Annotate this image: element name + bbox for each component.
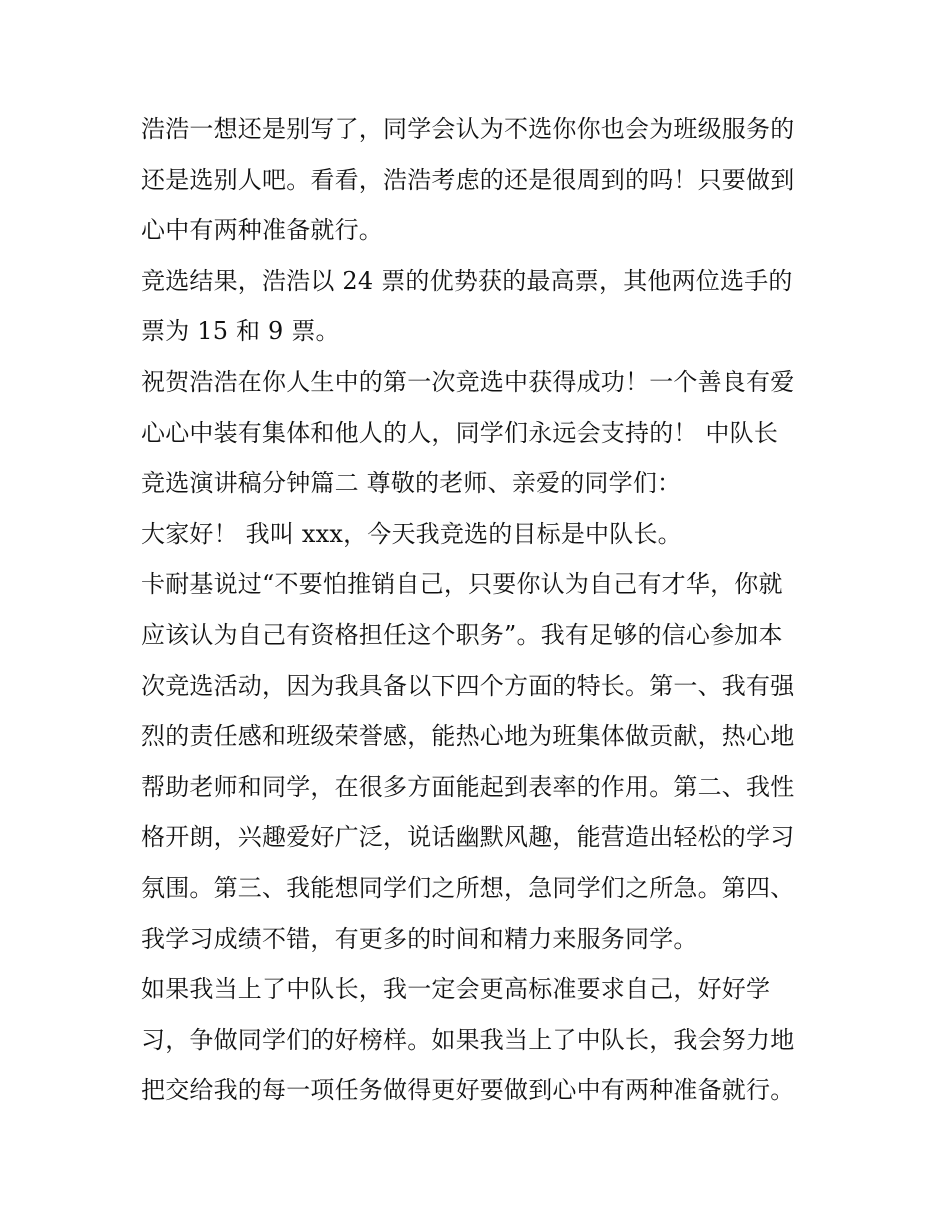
- text-line: 习，争做同学们的好榜样。如果我当上了中队长，我会努力地: [141, 1025, 795, 1054]
- text-line: 应该认为自己有资格担任这个职务”。我有足够的信心参加本: [141, 620, 783, 649]
- text-line: 卡耐基说过“不要怕推销自己，只要你认为自己有才华，你就: [141, 570, 783, 599]
- text-line: 竞选结果，浩浩以 24 票的优势获的最高票，其他两位选手的: [141, 266, 793, 295]
- text-line: 祝贺浩浩在你人生中的第一次竞选中获得成功！一个善良有爱: [141, 367, 795, 396]
- text-line: 如果我当上了中队长，我一定会更高标准要求自己，好好学: [141, 975, 771, 1004]
- text-line: 浩浩一想还是别写了，同学会认为不选你你也会为班级服务的: [141, 115, 795, 143]
- text-line: 帮助老师和同学，在很多方面能起到表率的作用。第二、我性: [141, 772, 795, 801]
- text-line: 心中有两种准备就行。: [141, 216, 383, 245]
- text-line: 大家好！ 我叫 xxx，今天我竞选的目标是中队长。: [141, 519, 682, 548]
- text-line: 竞选演讲稿分钟篇二 尊敬的老师、亲爱的同学们：: [141, 469, 682, 498]
- text-line: 次竞选活动，因为我具备以下四个方面的特长。第一、我有强: [141, 671, 795, 700]
- text-line: 格开朗，兴趣爱好广泛，说话幽默风趣，能营造出轻松的学习: [141, 823, 795, 852]
- text-line: 心心中装有集体和他人的人，同学们永远会支持的！ 中队长: [141, 418, 779, 447]
- text-line: 把交给我的每一项任务做得更好要做到心中有两种准备就行。: [141, 1076, 795, 1105]
- document-body: [141, 104, 821, 1116]
- text-line: 我学习成绩不错，有更多的时间和精力来服务同学。: [141, 924, 698, 953]
- text-line: 还是选别人吧。看看，浩浩考虑的还是很周到的吗！只要做到: [141, 165, 795, 194]
- text-line: 烈的责任感和班级荣誉感，能热心地为班集体做贡献，热心地: [141, 722, 795, 751]
- text-line: 票为 15 和 9 票。: [141, 317, 340, 346]
- text-line: 氛围。第三、我能想同学们之所想，急同学们之所急。第四、: [141, 873, 795, 902]
